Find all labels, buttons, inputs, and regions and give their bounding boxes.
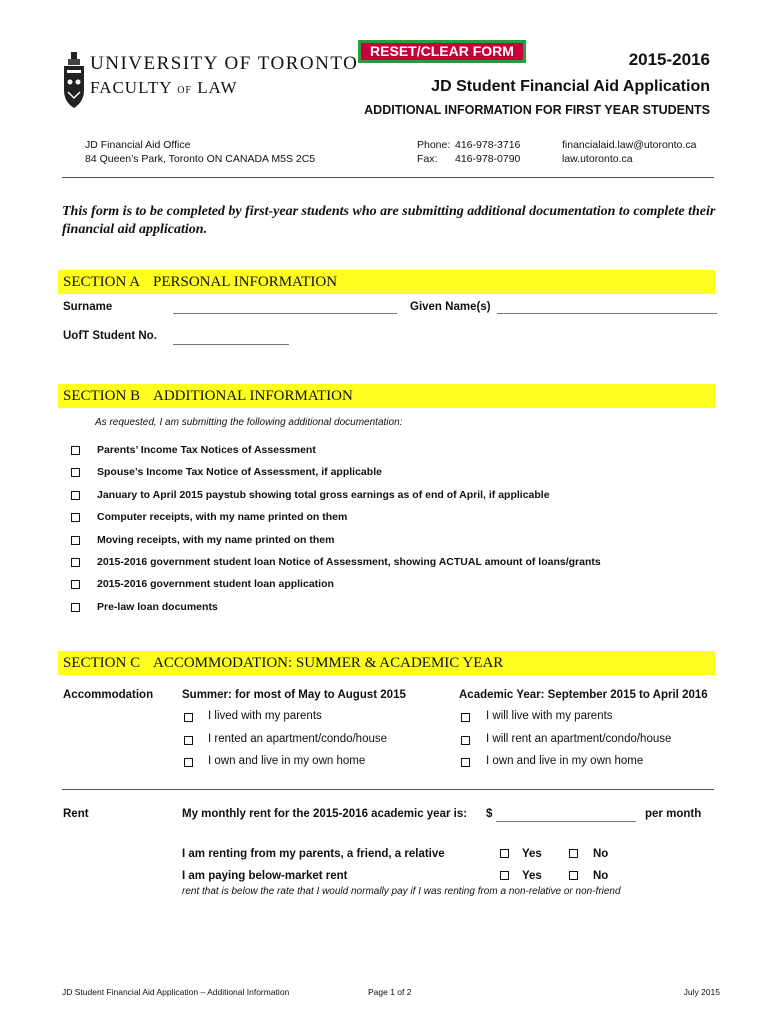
fax-number: 416-978-0790 xyxy=(455,153,521,165)
phone-label: Phone: xyxy=(417,139,451,151)
section-a-code: SECTION A xyxy=(63,274,141,290)
section-a-header xyxy=(58,270,715,294)
footer-date: July 2015 xyxy=(683,987,720,997)
surname-field[interactable] xyxy=(173,313,397,314)
academic-option-checkbox[interactable] xyxy=(461,713,470,722)
summer-option-checkbox[interactable] xyxy=(184,758,193,767)
renting-from-family-label: I am renting from my parents, a friend, a relative xyxy=(182,848,445,860)
document-item-label: 2015-2016 government student loan application xyxy=(97,578,334,590)
faculty-name xyxy=(90,78,238,98)
given-names-field[interactable] xyxy=(497,313,717,314)
document-checkbox[interactable] xyxy=(71,446,80,455)
office-address: 84 Queen’s Park, Toronto ON CANADA M5S 2C5 xyxy=(85,153,316,165)
academic-option-checkbox[interactable] xyxy=(461,758,470,767)
academic-heading: Academic Year: September 2015 to April 2016 xyxy=(459,689,708,701)
web-contact xyxy=(562,138,696,166)
website: law.utoronto.ca xyxy=(562,153,633,165)
footer-doc-title: JD Student Financial Aid Application – Additional Information xyxy=(62,987,290,997)
summer-option-label: I rented an apartment/condo/house xyxy=(208,733,388,745)
intro-text: This form is to be completed by first-year students who are submitting additional documentation to complete their financial aid application. xyxy=(62,204,716,237)
section-c-divider xyxy=(62,789,714,790)
faculty-prefix: FACULTY xyxy=(90,78,172,97)
reset-clear-form-button[interactable]: RESET/CLEAR FORM xyxy=(358,40,526,63)
section-c-title: ACCOMMODATION: SUMMER & ACADEMIC YEAR xyxy=(153,655,504,671)
summer-option-checkbox[interactable] xyxy=(184,736,193,745)
phone-fax xyxy=(417,138,520,166)
document-checkbox[interactable] xyxy=(71,468,80,477)
academic-option-label: I will rent an apartment/condo/house xyxy=(486,733,672,745)
document-checkbox[interactable] xyxy=(71,580,80,589)
form-title: JD Student Financial Aid Application xyxy=(431,78,710,95)
below-market-no-checkbox[interactable] xyxy=(569,871,578,880)
document-item-label: 2015-2016 government student loan Notice of Assessment, showing ACTUAL amount of loans/grants xyxy=(97,556,601,568)
fax-label: Fax: xyxy=(417,153,438,165)
section-b-title: ADDITIONAL INFORMATION xyxy=(153,388,353,404)
summer-option-label: I lived with my parents xyxy=(208,710,322,722)
per-month-label: per month xyxy=(645,808,702,820)
accommodation-label: Accommodation xyxy=(63,689,154,701)
office-contact xyxy=(85,138,315,166)
crest-icon xyxy=(62,52,86,112)
renting-family-yes-label: Yes xyxy=(522,848,542,860)
section-b-code: SECTION B xyxy=(63,388,141,404)
renting-family-yes-checkbox[interactable] xyxy=(500,849,509,858)
office-name: JD Financial Aid Office xyxy=(85,139,191,151)
student-no-label: UofT Student No. xyxy=(63,330,157,342)
document-item-label: Moving receipts, with my name printed on them xyxy=(97,534,335,546)
renting-family-no-label: No xyxy=(593,848,609,860)
footer-page-number: Page 1 of 2 xyxy=(368,987,412,997)
section-a-title: PERSONAL INFORMATION xyxy=(153,274,338,290)
form-year: 2015-2016 xyxy=(628,50,710,69)
document-item-label: Pre-law loan documents xyxy=(97,601,218,613)
document-checkbox[interactable] xyxy=(71,491,80,500)
header-divider xyxy=(62,177,714,178)
summer-option-label: I own and live in my own home xyxy=(208,755,366,767)
surname-label: Surname xyxy=(63,301,113,313)
university-logo xyxy=(62,52,359,114)
given-names-label: Given Name(s) xyxy=(410,301,491,313)
faculty-of: OF xyxy=(177,85,192,96)
section-c-header xyxy=(58,651,715,675)
document-item-label: January to April 2015 paystub showing total gross earnings as of end of April, if applicable xyxy=(97,489,550,501)
section-b-header xyxy=(58,384,715,408)
academic-option-label: I will live with my parents xyxy=(486,710,613,722)
document-checkbox[interactable] xyxy=(71,558,80,567)
currency-symbol: $ xyxy=(486,808,493,820)
below-market-yes-label: Yes xyxy=(522,870,542,882)
monthly-rent-field[interactable] xyxy=(496,821,636,822)
university-name: UNIVERSITY OF TORONTO xyxy=(90,53,359,74)
document-checkbox[interactable] xyxy=(71,603,80,612)
below-market-label: I am paying below-market rent xyxy=(182,870,348,882)
document-item-label: Computer receipts, with my name printed on them xyxy=(97,511,348,523)
document-checkbox[interactable] xyxy=(71,536,80,545)
academic-option-label: I own and live in my own home xyxy=(486,755,644,767)
summer-option-checkbox[interactable] xyxy=(184,713,193,722)
email-address: financialaid.law@utoronto.ca xyxy=(562,139,697,151)
section-c-code: SECTION C xyxy=(63,655,141,671)
document-item-label: Parents’ Income Tax Notices of Assessment xyxy=(97,444,316,456)
below-market-note: rent that is below the rate that I would normally pay if I was renting from a non-relative or non-friend xyxy=(182,886,621,897)
student-no-field[interactable] xyxy=(173,344,289,345)
renting-family-no-checkbox[interactable] xyxy=(569,849,578,858)
rent-label: Rent xyxy=(63,808,89,820)
document-item-label: Spouse’s Income Tax Notice of Assessment, if applicable xyxy=(97,466,382,478)
academic-option-checkbox[interactable] xyxy=(461,736,470,745)
faculty-suffix: LAW xyxy=(197,78,238,97)
form-subtitle: ADDITIONAL INFORMATION FOR FIRST YEAR STUDENTS xyxy=(364,103,710,117)
summer-heading: Summer: for most of May to August 2015 xyxy=(182,689,406,701)
document-checkbox[interactable] xyxy=(71,513,80,522)
below-market-yes-checkbox[interactable] xyxy=(500,871,509,880)
phone-number: 416-978-3716 xyxy=(455,139,521,151)
below-market-no-label: No xyxy=(593,870,609,882)
section-b-lead: As requested, I am submitting the following additional documentation: xyxy=(95,417,403,428)
rent-question: My monthly rent for the 2015-2016 academic year is: xyxy=(182,808,468,820)
